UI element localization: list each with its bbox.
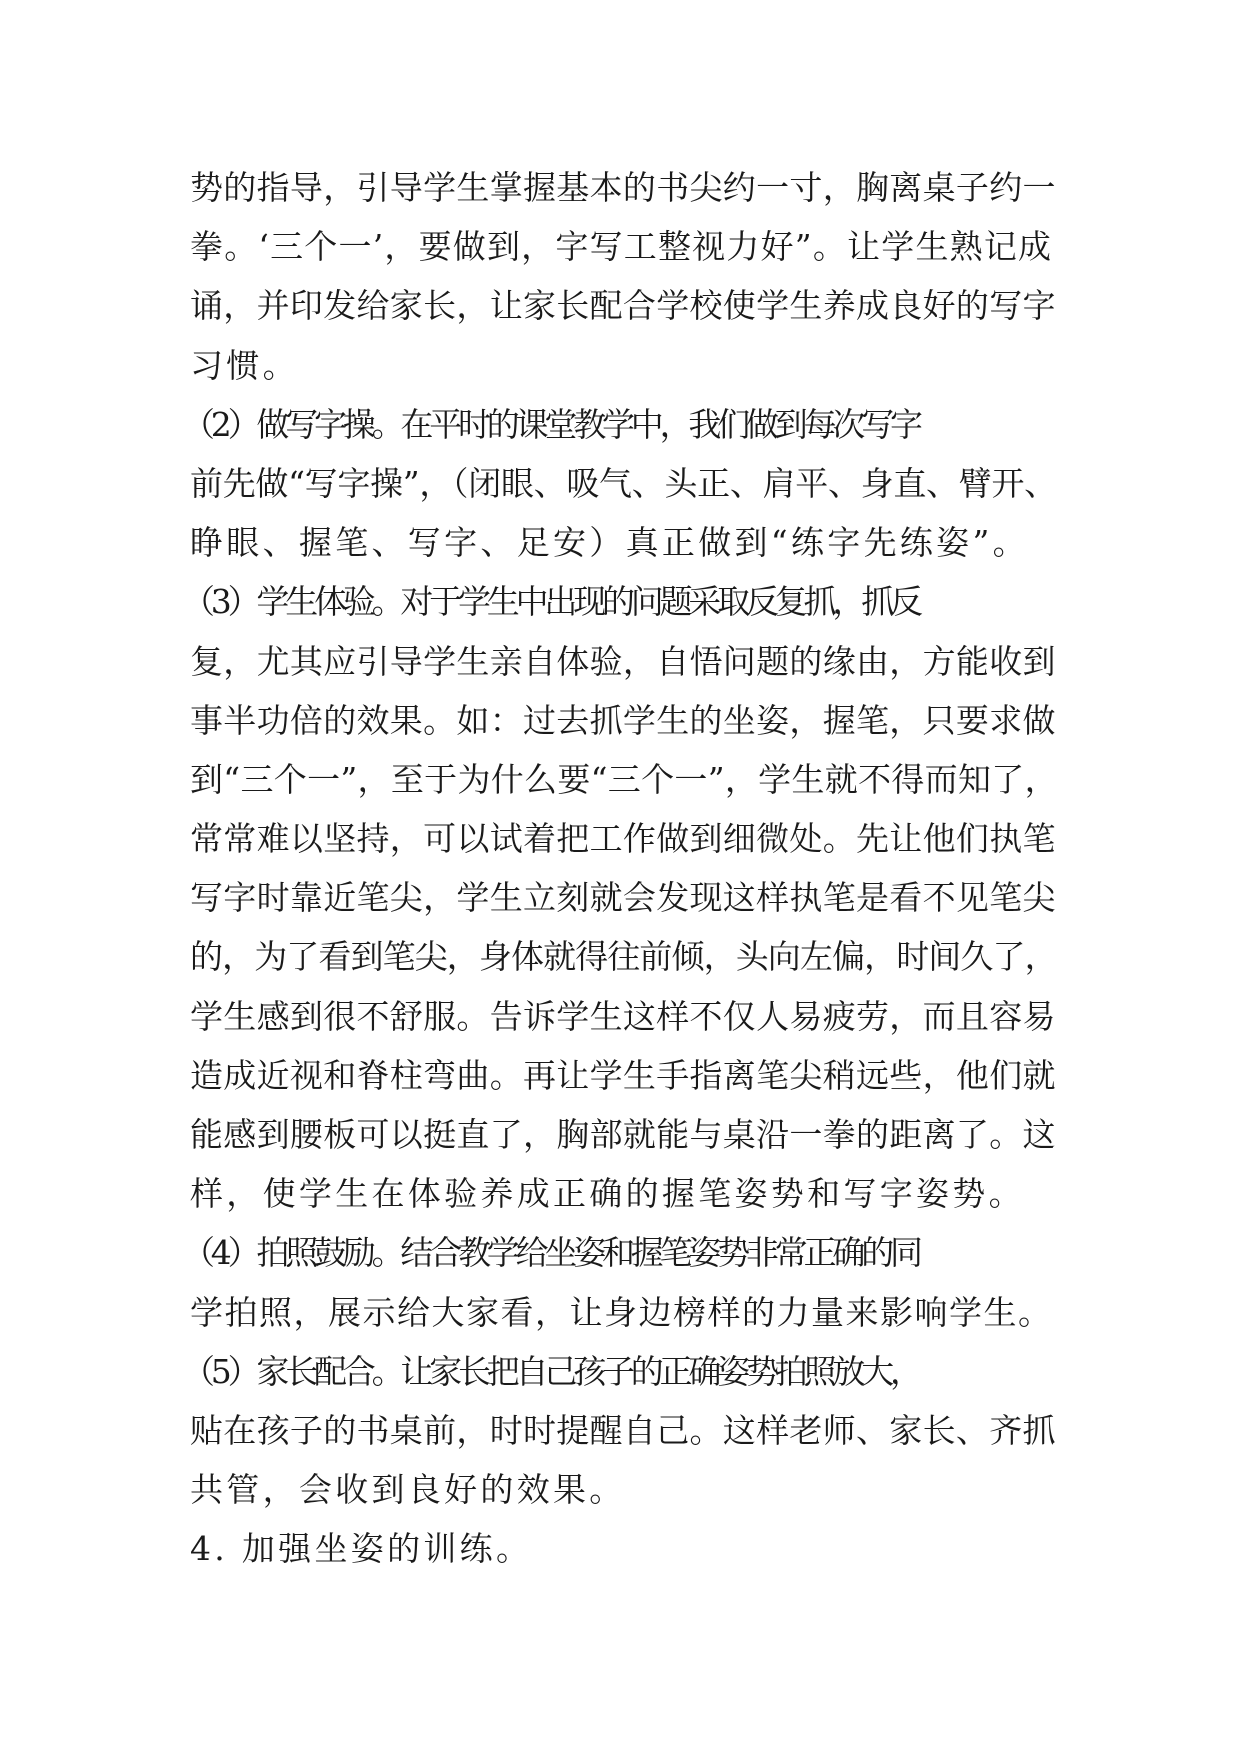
text-line: 写字时靠近笔尖，学生立刻就会发现这样执笔是看不见笔尖 xyxy=(190,878,1056,918)
text-line: 造成近视和脊柱弯曲。再让学生手指离笔尖稍远些，他们就 xyxy=(190,1055,1056,1095)
text-line: 样，使学生在体验养成正确的握笔姿势和写字姿势。 xyxy=(190,1174,1025,1214)
text-line: 到“三个一”，至于为什么要“三个一”，学生就不得而知了， xyxy=(190,759,1058,799)
text-line: 睁眼、握笔、写字、足安）真正做到“练字先练姿”。 xyxy=(190,523,1029,563)
text-line: 势的指导，引导学生掌握基本的书尖约一寸，胸离桌子约一 xyxy=(190,168,1056,207)
text-line: 能感到腰板可以挺直了，胸部就能与桌沿一拳的距离了。这 xyxy=(190,1115,1056,1154)
text-line: （2）做写字操。在平时的课堂教学中，我们做到每次写字 xyxy=(182,404,919,444)
text-line: （4）拍照鼓励。结合教学给坐姿和握笔姿势非常正确的同 xyxy=(182,1233,919,1273)
text-line: 学生感到很不舒服。告诉学生这样不仅人易疲劳，而且容易 xyxy=(190,996,1056,1036)
text-line: 的，为了看到笔尖，身体就得往前倾，头向左偏，时间久了， xyxy=(190,937,1057,977)
text-line: 前先做“写字操”，（闭眼、吸气、头正、肩平、身直、臂开、 xyxy=(190,463,1057,503)
text-line: 拳。‘三个一’，要做到，字写工整视力好”。让学生熟记成 xyxy=(190,227,1053,267)
text-line: 学拍照，展示给大家看，让身边榜样的力量来影响学生。 xyxy=(190,1292,1053,1332)
text-line: 习惯。 xyxy=(190,345,299,385)
text-line: 4. 加强坐姿的训练。 xyxy=(190,1529,533,1569)
text-line: 复，尤其应引导学生亲自体验，自悟问题的缘由，方能收到 xyxy=(190,641,1056,681)
document-body xyxy=(182,158,1058,1579)
text-line: 诵，并印发给家长，让家长配合学校使学生养成良好的写字 xyxy=(190,286,1056,326)
text-line: 常常难以坚持，可以试着把工作做到细微处。先让他们执笔 xyxy=(190,819,1056,859)
text-line: （5）家长配合。让家长把自己孩子的正确姿势拍照放大， xyxy=(182,1351,919,1391)
text-line: 共管，会收到良好的效果。 xyxy=(190,1470,626,1510)
text-line: （3）学生体验。对于学生中出现的问题采取反复抓，抓反 xyxy=(182,582,919,622)
text-line: 事半功倍的效果。如：过去抓学生的坐姿，握笔，只要求做 xyxy=(190,700,1056,740)
text-line: 贴在孩子的书桌前，时时提醒自己。这样老师、家长、齐抓 xyxy=(190,1410,1056,1450)
